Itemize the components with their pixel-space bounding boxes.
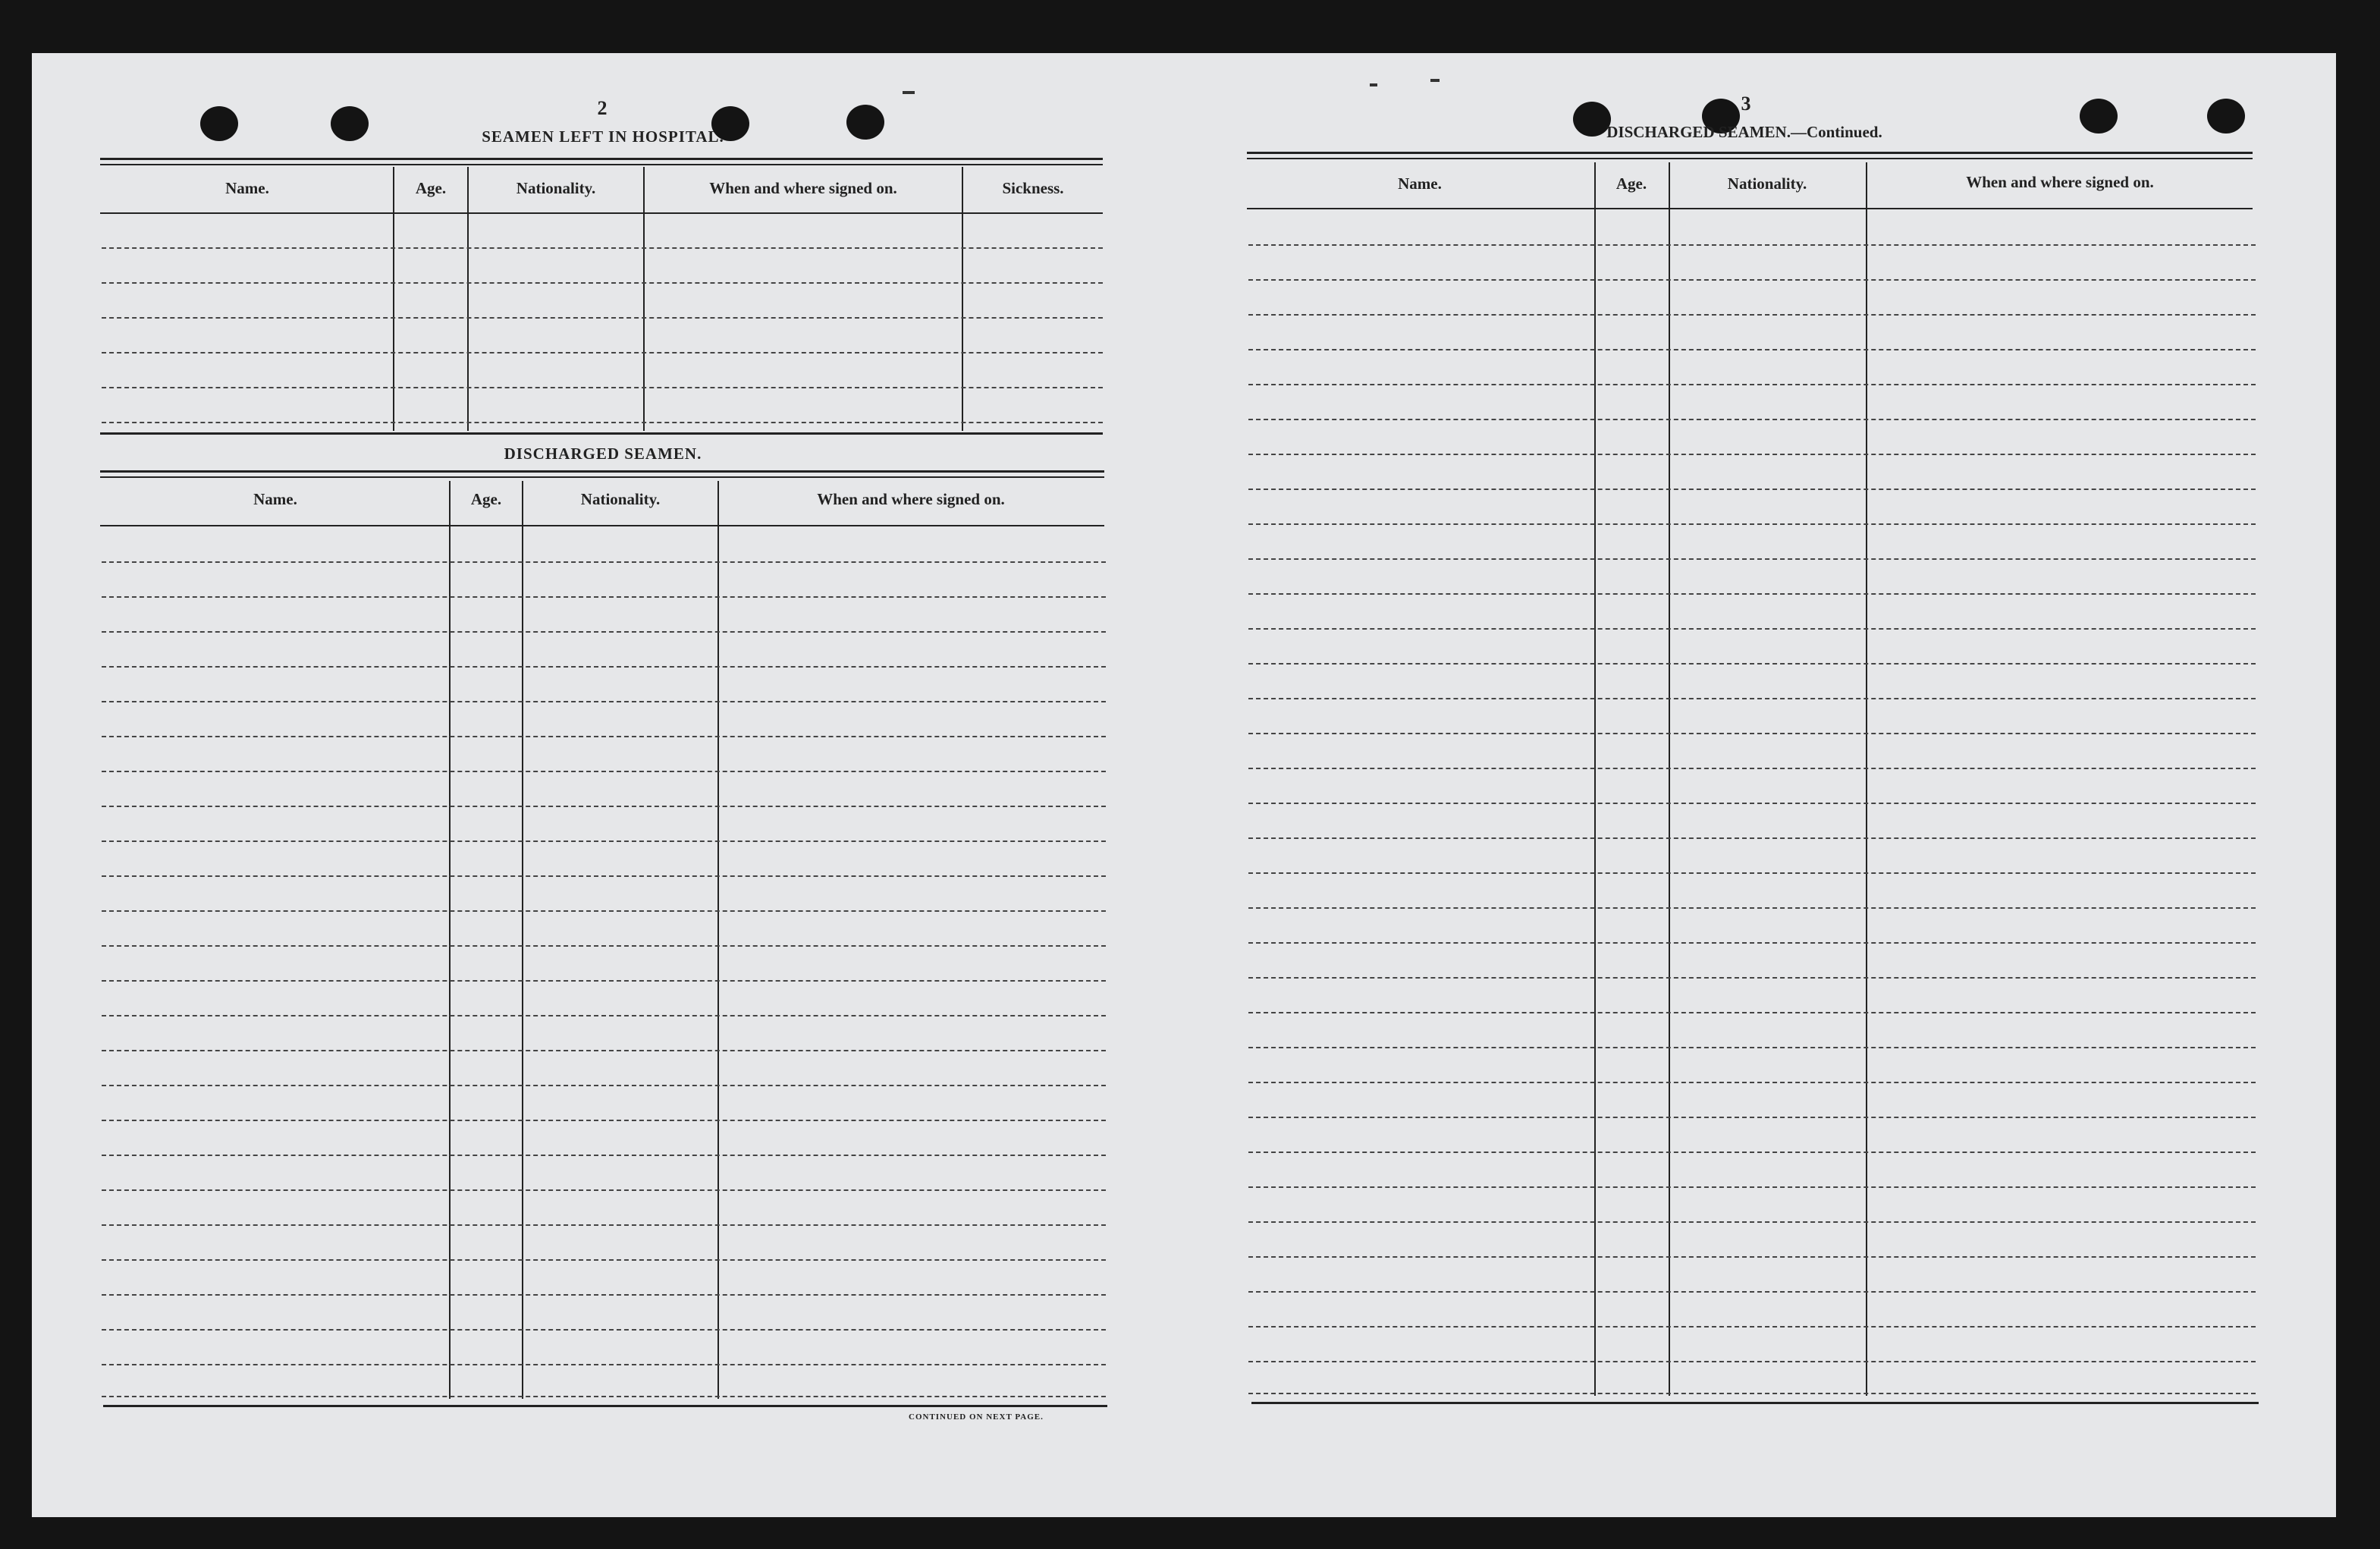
- col-header-nationality: Nationality.: [580, 490, 661, 508]
- entry-line: [102, 1085, 1106, 1086]
- entry-line: [102, 771, 1106, 772]
- rule: [100, 164, 1103, 165]
- header-underline: [100, 525, 1104, 526]
- entry-line: [1248, 419, 2256, 420]
- rule: [100, 158, 1103, 160]
- entry-line: [102, 806, 1106, 807]
- rule: [1247, 152, 2253, 154]
- col-header-when-where: When and where signed on.: [709, 179, 897, 197]
- punch-hole: [200, 106, 238, 141]
- entry-line: [102, 1259, 1106, 1261]
- speck: [903, 91, 915, 94]
- col-header-when-where: When and where signed on.: [1966, 173, 2154, 191]
- entry-line: [1248, 872, 2256, 874]
- page-number: 3: [1741, 93, 1751, 115]
- header-underline: [1247, 208, 2253, 209]
- entry-line: [1248, 1047, 2256, 1048]
- column-divider: [1866, 162, 1867, 1396]
- col-header-sickness: Sickness.: [1002, 179, 1064, 197]
- section-title-hospital: SEAMEN LEFT IN HOSPITAL.: [482, 127, 724, 146]
- column-divider: [449, 481, 451, 1399]
- rule: [103, 1405, 1107, 1407]
- entry-line: [102, 561, 1106, 563]
- column-divider: [522, 481, 523, 1399]
- entry-line: [1248, 907, 2256, 909]
- punch-hole: [331, 106, 369, 141]
- col-header-nationality: Nationality.: [516, 179, 596, 197]
- entry-line: [1248, 1291, 2256, 1293]
- entry-line: [1248, 733, 2256, 734]
- entry-line: [1248, 663, 2256, 665]
- entry-line: [1248, 558, 2256, 560]
- entry-line: [1248, 1221, 2256, 1223]
- entry-line: [102, 387, 1103, 388]
- entry-line: [1248, 1152, 2256, 1153]
- entry-line: [102, 875, 1106, 877]
- column-divider: [467, 167, 469, 431]
- rule: [1247, 158, 2253, 159]
- entry-line: [102, 422, 1103, 423]
- entry-line: [102, 1120, 1106, 1121]
- entry-line: [102, 840, 1106, 842]
- entry-line: [102, 317, 1103, 319]
- entry-line: [1248, 1361, 2256, 1362]
- entry-line: [1248, 698, 2256, 699]
- section-title-discharged: DISCHARGED SEAMEN.: [504, 445, 702, 463]
- entry-line: [102, 631, 1106, 633]
- column-divider: [1594, 162, 1596, 1396]
- entry-line: [1248, 1012, 2256, 1013]
- entry-line: [102, 945, 1106, 947]
- entry-line: [1248, 384, 2256, 385]
- entry-line: [1248, 1393, 2256, 1394]
- entry-line: [102, 1224, 1106, 1226]
- entry-line: [102, 282, 1103, 284]
- speck: [1430, 79, 1440, 82]
- entry-line: [1248, 768, 2256, 769]
- entry-line: [1248, 1326, 2256, 1327]
- entry-line: [102, 1015, 1106, 1016]
- entry-line: [1248, 1256, 2256, 1258]
- entry-line: [102, 1329, 1106, 1331]
- speck: [1370, 83, 1377, 86]
- entry-line: [1248, 279, 2256, 281]
- entry-line: [102, 666, 1106, 668]
- entry-line: [1248, 942, 2256, 944]
- entry-line: [1248, 837, 2256, 839]
- header-underline: [100, 212, 1103, 214]
- col-header-when-where: When and where signed on.: [817, 490, 1005, 508]
- rule: [100, 470, 1104, 473]
- entry-line: [1248, 628, 2256, 630]
- entry-line: [1248, 314, 2256, 316]
- entry-line: [102, 596, 1106, 598]
- entry-line: [102, 1364, 1106, 1365]
- page-number: 2: [597, 97, 608, 119]
- entry-line: [102, 1189, 1106, 1191]
- entry-line: [1248, 349, 2256, 350]
- entry-line: [1248, 1186, 2256, 1188]
- column-divider: [717, 481, 719, 1399]
- entry-line: [1248, 244, 2256, 246]
- entry-line: [1248, 977, 2256, 979]
- punch-hole: [2080, 99, 2118, 134]
- col-header-age: Age.: [1615, 174, 1647, 193]
- entry-line: [1248, 523, 2256, 525]
- rule: [100, 476, 1104, 478]
- entry-line: [102, 247, 1103, 249]
- column-divider: [393, 167, 394, 431]
- continued-note: CONTINUED ON NEXT PAGE.: [909, 1412, 1044, 1422]
- entry-line: [1248, 803, 2256, 804]
- punch-hole: [846, 105, 884, 140]
- entry-line: [102, 1050, 1106, 1051]
- entry-line: [102, 980, 1106, 982]
- entry-line: [1248, 489, 2256, 490]
- col-header-age: Age.: [470, 490, 502, 508]
- column-divider: [962, 167, 963, 431]
- entry-line: [102, 1396, 1106, 1397]
- entry-line: [102, 1155, 1106, 1156]
- col-header-age: Age.: [415, 179, 447, 197]
- col-header-name: Name.: [225, 179, 269, 197]
- document-spread: [32, 53, 2336, 1517]
- entry-line: [102, 352, 1103, 353]
- rule: [100, 432, 1103, 435]
- col-header-name: Name.: [1398, 174, 1442, 193]
- section-title-discharged-continued: DISCHARGED SEAMEN.—Continued.: [1606, 123, 1882, 141]
- entry-line: [1248, 1117, 2256, 1118]
- entry-line: [102, 1294, 1106, 1296]
- column-divider: [643, 167, 645, 431]
- entry-line: [102, 736, 1106, 737]
- entry-line: [1248, 454, 2256, 455]
- col-header-nationality: Nationality.: [1727, 174, 1807, 193]
- entry-line: [102, 910, 1106, 912]
- punch-hole: [2207, 99, 2245, 134]
- entry-line: [1248, 1082, 2256, 1083]
- column-divider: [1669, 162, 1670, 1396]
- entry-line: [102, 701, 1106, 702]
- entry-line: [1248, 593, 2256, 595]
- rule: [1251, 1402, 2259, 1404]
- col-header-name: Name.: [253, 490, 297, 508]
